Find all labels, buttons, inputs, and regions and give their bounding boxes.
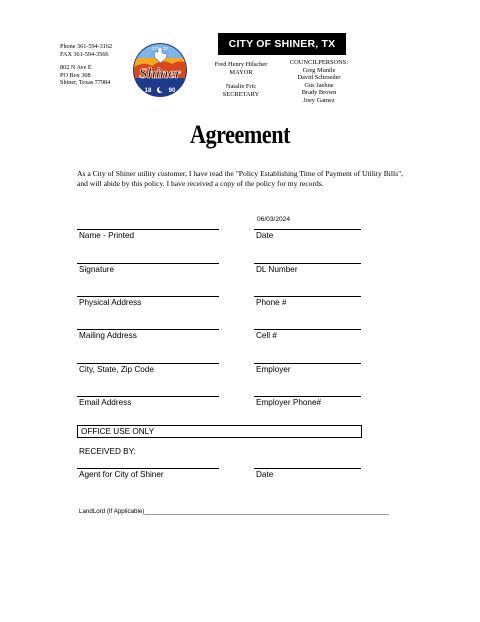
- date-field[interactable]: [254, 229, 361, 241]
- signature-field[interactable]: [77, 263, 219, 275]
- name-printed-field[interactable]: [77, 229, 219, 241]
- office-date-field[interactable]: [254, 468, 361, 480]
- agent-label: Agent for City of Shiner: [79, 470, 164, 479]
- council-member: Joey Gamez: [303, 96, 335, 104]
- email-address-field[interactable]: [77, 396, 219, 408]
- employer-phone-field[interactable]: [254, 396, 361, 408]
- mailing-address-label: Mailing Address: [79, 331, 137, 340]
- employer-phone-label: Employer Phone#: [256, 398, 322, 407]
- phone-label: Phone #: [256, 298, 287, 307]
- secretary-title: SECRETARY: [222, 90, 260, 98]
- street-line: 802 N Ave E: [60, 64, 92, 72]
- mayor-title: MAYOR: [229, 68, 253, 76]
- council-member: Gus Jaehne: [304, 81, 334, 89]
- office-date-label: Date: [256, 470, 274, 479]
- signature-label: Signature: [79, 265, 115, 274]
- council-member: Greg Munile: [302, 66, 336, 74]
- received-by-label: RECEIVED BY:: [79, 447, 136, 456]
- cell-label: Cell #: [256, 331, 277, 340]
- officials: [204, 61, 278, 98]
- city-state-zip-field[interactable]: [77, 363, 219, 375]
- date-value: 06/03/2024: [257, 216, 291, 223]
- council-member: Brady Brown: [301, 89, 337, 96]
- page-title: Agreement: [189, 120, 291, 149]
- dl-number-field[interactable]: [254, 263, 361, 275]
- office-use-box: [77, 425, 362, 438]
- city-logo: [122, 36, 198, 102]
- logo-name: Shiner: [139, 66, 181, 82]
- intro-paragraph: As a City of Shiner utility customer, I have read the "Policy Establishing Time of Payment of Utility Bills", and will abide by this policy. I have received a copy of the policy for my records.: [77, 169, 404, 188]
- council-heading: COUNCILPERSONS:: [289, 59, 349, 66]
- physical-address-field[interactable]: [77, 296, 219, 308]
- mailing-address-field[interactable]: [77, 329, 219, 341]
- dl-number-label: DL Number: [256, 265, 298, 274]
- council-list: [284, 59, 354, 104]
- contact-info: [60, 43, 112, 87]
- secretary-name: Natalie Fric: [225, 83, 257, 91]
- mayor-name: Fred Henry Hilscher: [214, 61, 268, 68]
- council-member: David Schroeder: [297, 74, 341, 81]
- office-use-label: OFFICE USE ONLY: [81, 427, 155, 436]
- logo-year-left: 18: [144, 88, 152, 94]
- po-box-line: PO Box 308: [60, 71, 91, 79]
- phone-field[interactable]: [254, 296, 361, 308]
- employer-field[interactable]: [254, 363, 361, 375]
- fax-line: FAX 361-594-3566: [60, 50, 109, 58]
- city-state-zip-label: City, State, Zip Code: [79, 365, 154, 374]
- cell-field[interactable]: [254, 329, 361, 341]
- email-address-label: Email Address: [79, 398, 132, 407]
- logo-top-text: CITY OF: [151, 46, 169, 51]
- employer-label: Employer: [256, 365, 291, 374]
- city-badge: CITY OF SHINER, TX: [218, 33, 346, 55]
- physical-address-label: Physical Address: [79, 298, 142, 307]
- city-line: Shiner, Texas 77984: [60, 79, 111, 87]
- landlord-line[interactable]: LandLord (If Applicable)_______________________________________________________________________: [79, 508, 389, 515]
- logo-year-right: 90: [168, 88, 176, 94]
- agent-field[interactable]: [77, 468, 219, 480]
- phone-line: Phone 361-594-3162: [60, 43, 113, 50]
- name-printed-label: Name - Printed: [79, 231, 135, 240]
- date-label: Date: [256, 231, 274, 240]
